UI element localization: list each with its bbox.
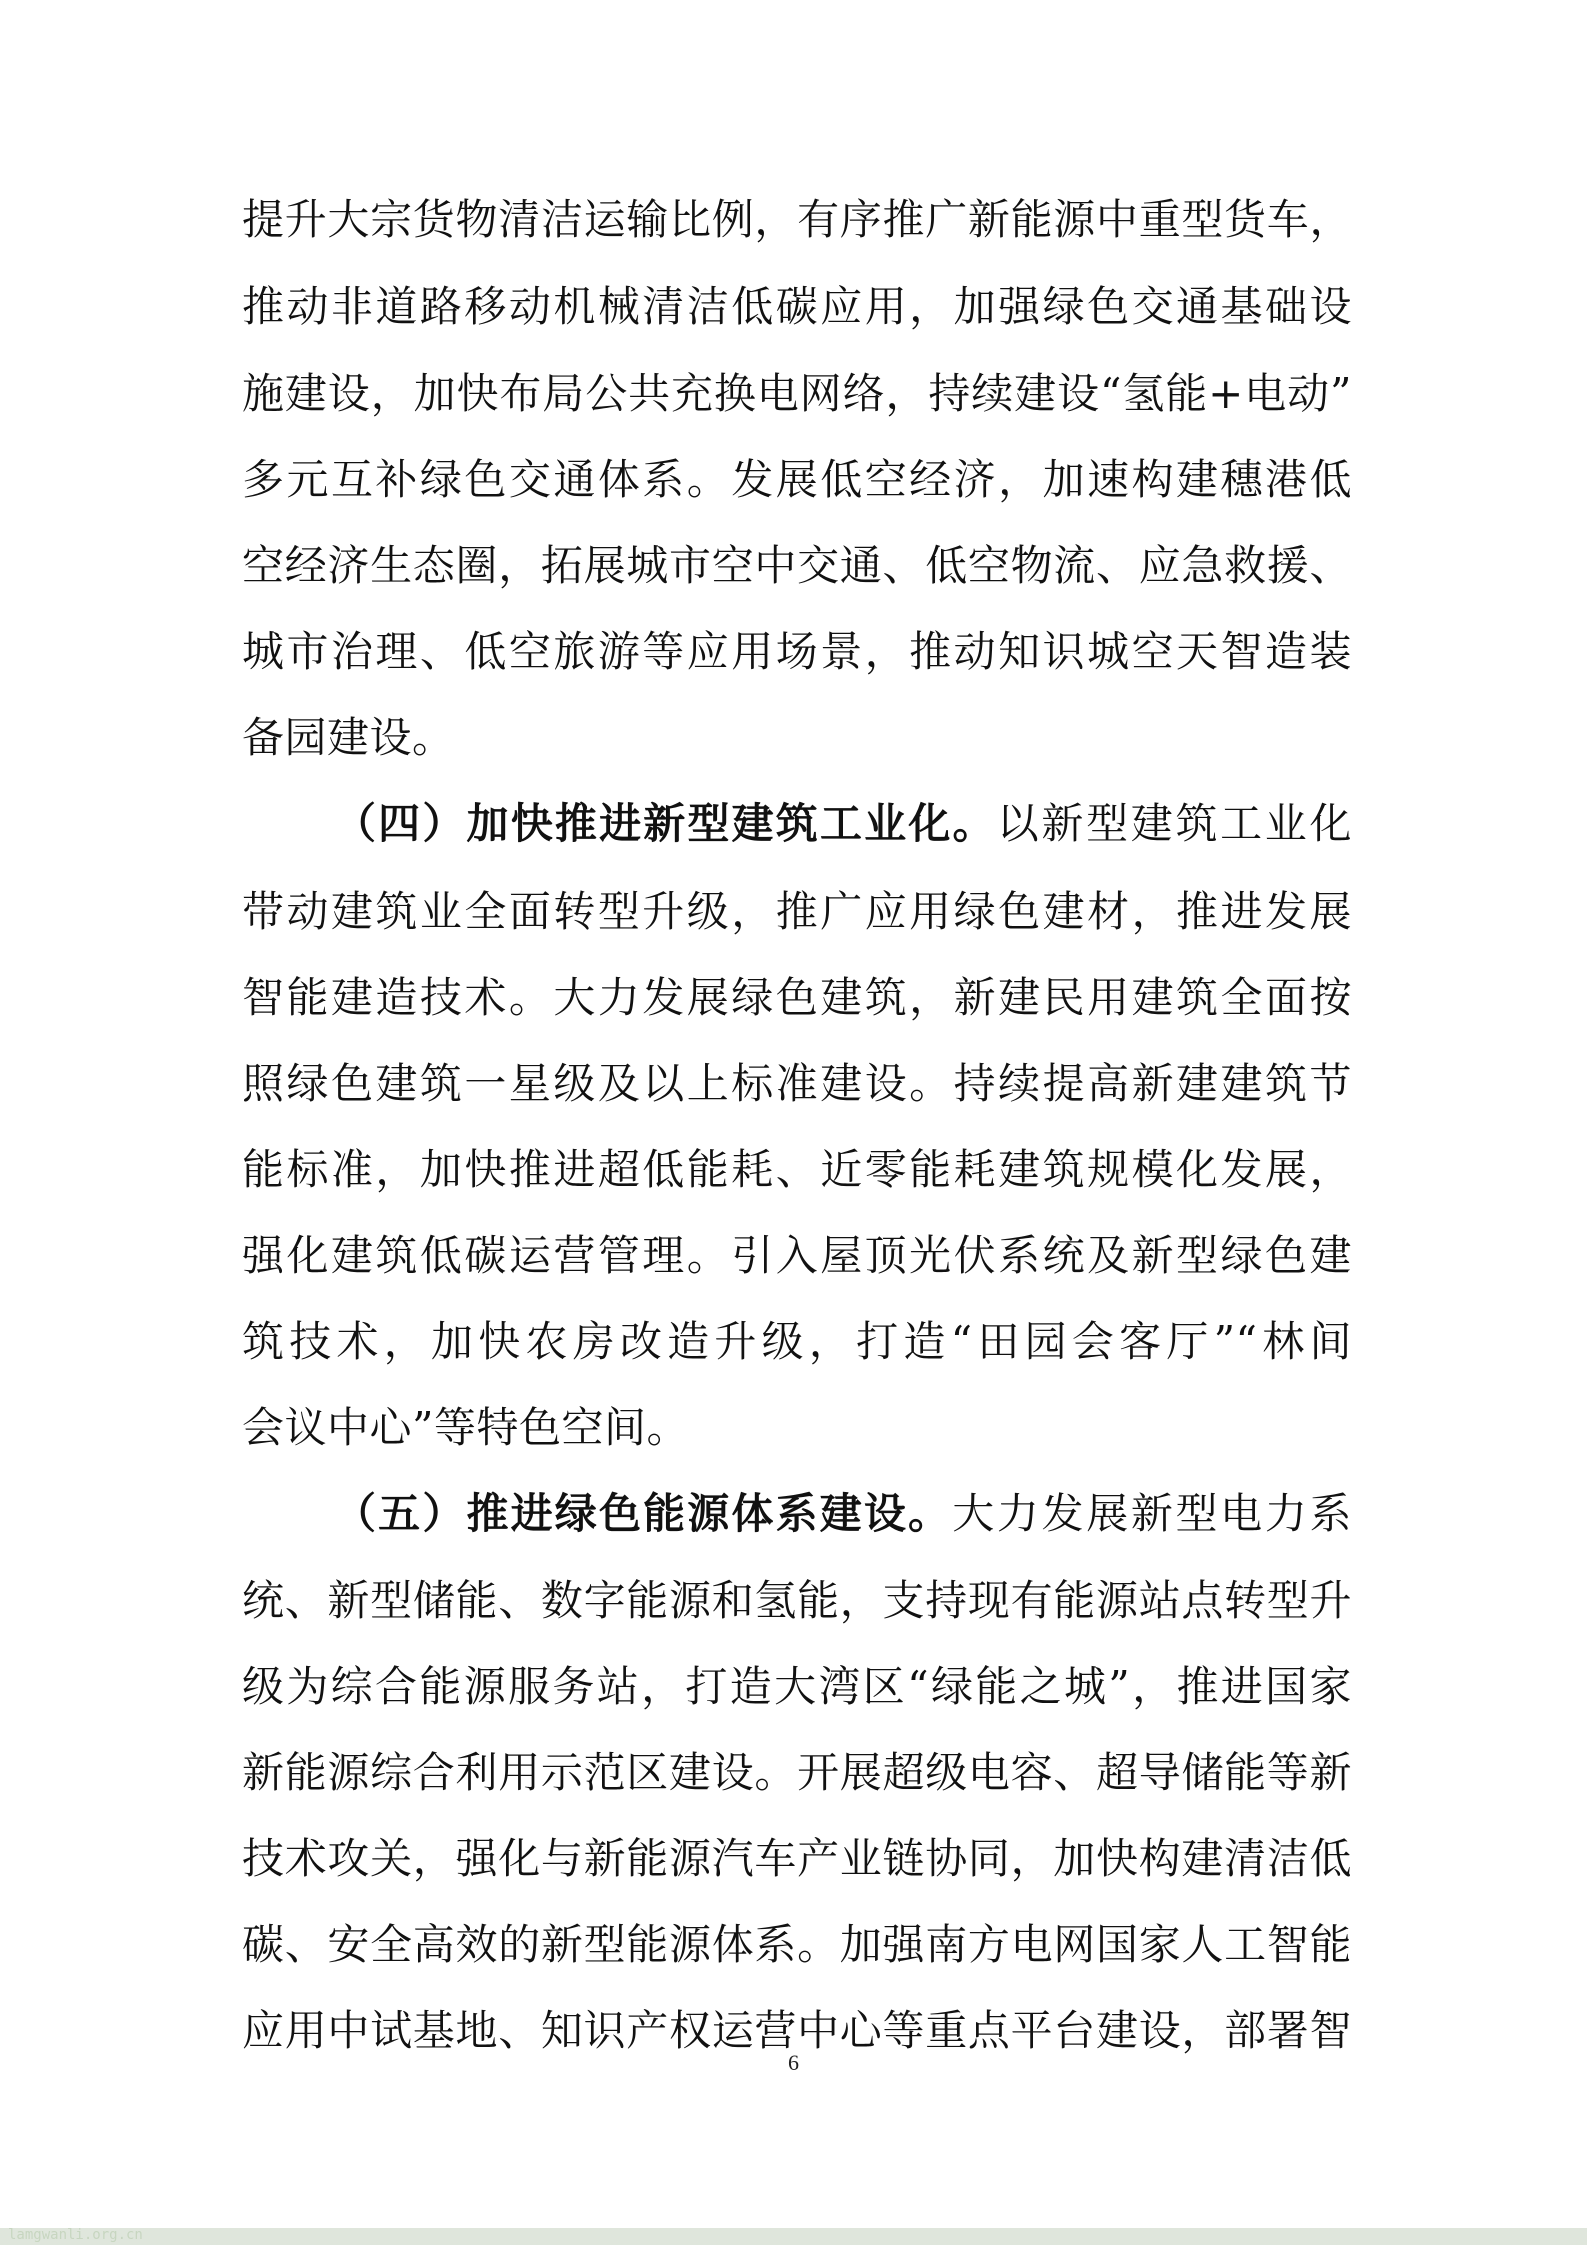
section-4-line-2: 带动建筑业全面转型升级，推广应用绿色建材，推进发展 bbox=[242, 887, 1352, 936]
section-4-line-5: 能标准，加快推进超低能耗、近零能耗建筑规模化发展， bbox=[242, 1145, 1352, 1194]
paragraph-1-line-6: 城市治理、低空旅游等应用场景，推动知识城空天智造装 bbox=[242, 627, 1352, 676]
paragraph-1-line-4: 多元互补绿色交通体系。发展低空经济，加速构建穗港低 bbox=[242, 455, 1352, 504]
watermark: lamgwanli.org.cn bbox=[8, 2227, 143, 2243]
section-5-first-line-text: 大力发展新型电力系 bbox=[952, 1489, 1352, 1538]
section-5-line-6: 碳、安全高效的新型能源体系。加强南方电网国家人工智能 bbox=[242, 1920, 1352, 1969]
bottom-stripe bbox=[0, 2228, 1587, 2245]
section-4-line-6: 强化建筑低碳运营管理。引入屋顶光伏系统及新型绿色建 bbox=[242, 1231, 1352, 1280]
paragraph-1-line-1: 提升大宗货物清洁运输比例，有序推广新能源中重型货车， bbox=[242, 195, 1352, 244]
section-4-first-line bbox=[334, 794, 1352, 854]
page-number: 6 bbox=[788, 2050, 799, 2075]
paragraph-1-line-2: 推动非道路移动机械清洁低碳应用，加强绿色交通基础设 bbox=[242, 282, 1352, 331]
section-5-line-2: 统、新型储能、数字能源和氢能，支持现有能源站点转型升 bbox=[242, 1576, 1352, 1625]
section-5-heading: （五）推进绿色能源体系建设。 bbox=[334, 1489, 953, 1538]
section-5-line-7: 应用中试基地、知识产权运营中心等重点平台建设，部署智 bbox=[242, 2006, 1352, 2055]
section-4-first-line-text: 以新型建筑工业化 bbox=[996, 799, 1352, 848]
section-4-line-4: 照绿色建筑一星级及以上标准建设。持续提高新建建筑节 bbox=[242, 1059, 1352, 1108]
section-5-first-line bbox=[334, 1484, 1352, 1544]
section-4-line-7: 筑技术，加快农房改造升级，打造“田园会客厅”“林间 bbox=[242, 1317, 1352, 1366]
paragraph-1-line-5: 空经济生态圈，拓展城市空中交通、低空物流、应急救援、 bbox=[242, 541, 1352, 590]
paragraph-1-line-7: 备园建设。 bbox=[242, 713, 455, 762]
section-4-line-3: 智能建造技术。大力发展绿色建筑，新建民用建筑全面按 bbox=[242, 973, 1352, 1022]
section-5-line-5: 技术攻关，强化与新能源汽车产业链协同，加快构建清洁低 bbox=[242, 1834, 1352, 1883]
section-4-line-8: 会议中心”等特色空间。 bbox=[242, 1403, 689, 1452]
section-5-line-3: 级为综合能源服务站，打造大湾区“绿能之城”，推进国家 bbox=[242, 1662, 1352, 1711]
section-4-heading: （四）加快推进新型建筑工业化。 bbox=[334, 799, 997, 848]
paragraph-1-line-3: 施建设，加快布局公共充换电网络，持续建设“氢能+电动” bbox=[242, 369, 1352, 418]
section-5-line-4: 新能源综合利用示范区建设。开展超级电容、超导储能等新 bbox=[242, 1748, 1352, 1797]
